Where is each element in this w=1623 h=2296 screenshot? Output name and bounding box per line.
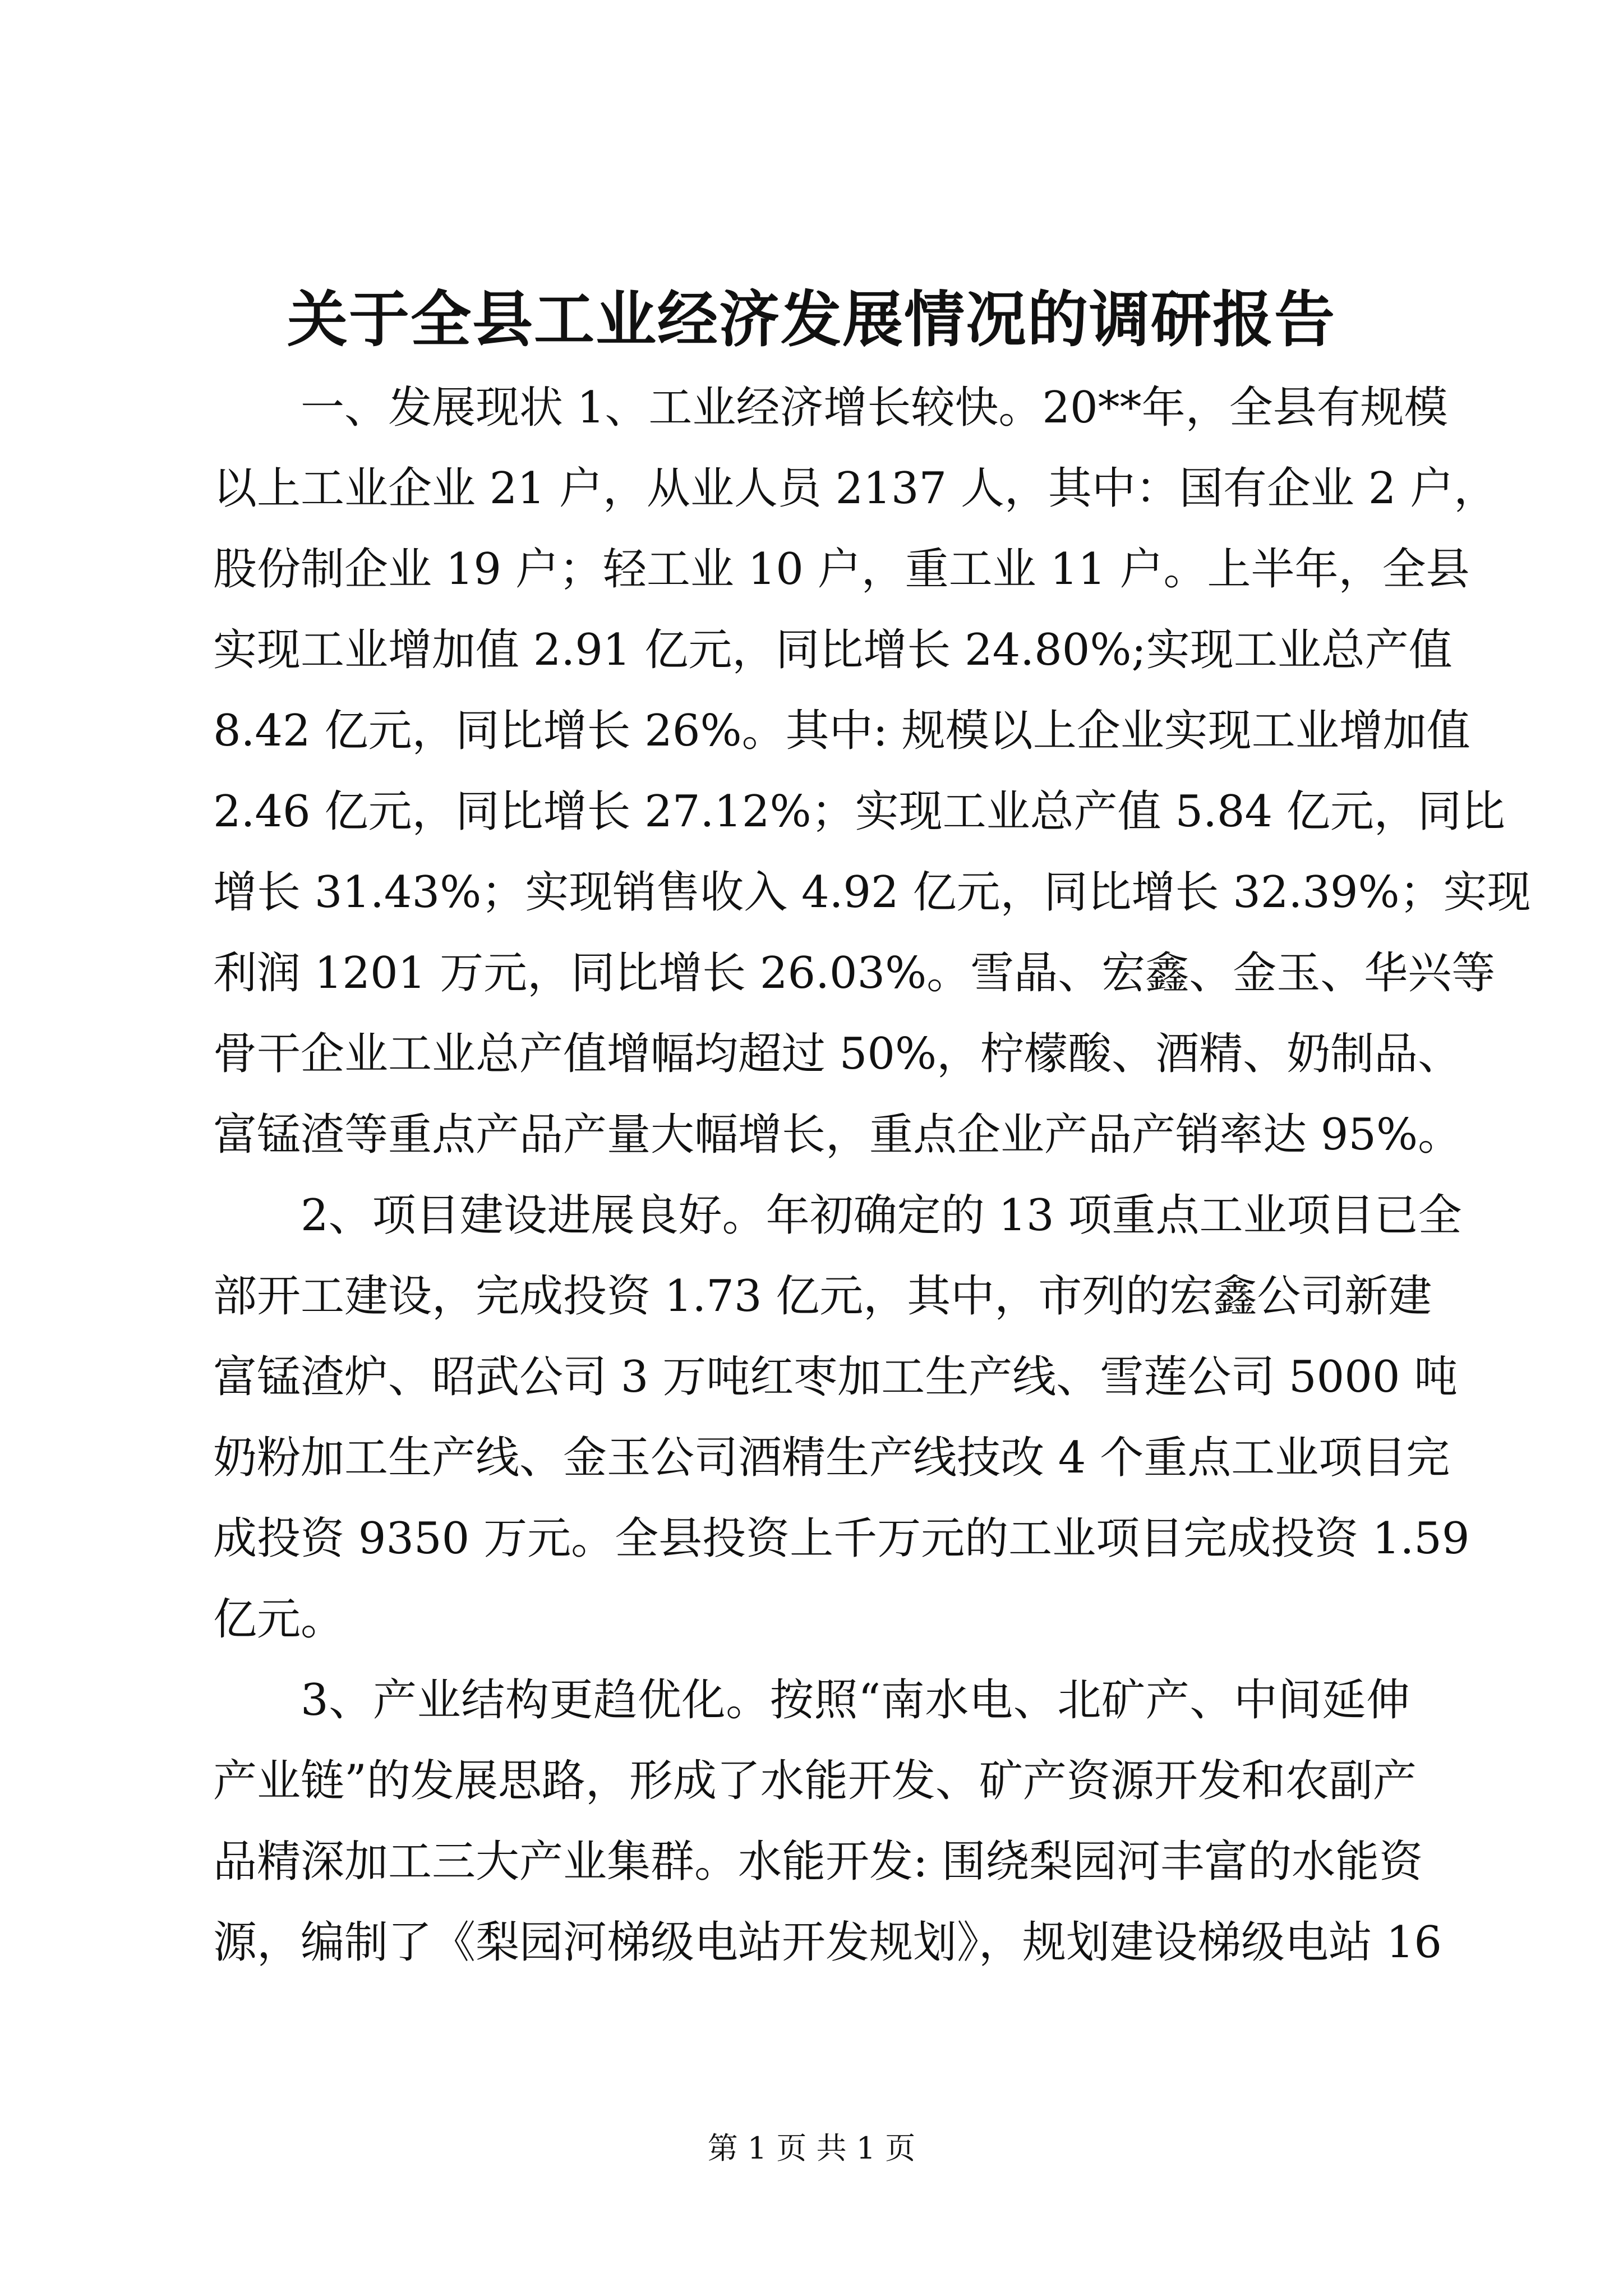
text-line: 源，编制了《梨园河梯级电站开发规划》，规划建设梯级电站 16 [213, 1917, 1442, 1968]
text-line: 产业链”的发展思路，形成了水能开发、矿产资源开发和农副产 [213, 1756, 1417, 1806]
text-line: 品精深加工三大产业集群。水能开发: 围绕梨园河丰富的水能资 [213, 1837, 1423, 1887]
text-line: 实现工业增加值 2.91 亿元，同比增长 24.80%;实现工业总产值 [213, 625, 1453, 675]
text-line: 2、项目建设进展良好。年初确定的 13 项重点工业项目已全 [301, 1190, 1462, 1241]
text-line: 成投资 9350 万元。全县投资上千万元的工业项目完成投资 1.59 [213, 1513, 1470, 1564]
text-line: 以上工业企业 21 户，从业人员 2137 人，其中：国有企业 2 户， [213, 463, 1498, 514]
text-line: 利润 1201 万元，同比增长 26.03%。雪晶、宏鑫、金玉、华兴等 [213, 948, 1496, 999]
text-line: 部开工建设，完成投资 1.73 亿元，其中，市列的宏鑫公司新建 [213, 1271, 1432, 1322]
text-line: 8.42 亿元，同比增长 26%。其中: 规模以上企业实现工业增加值 [213, 706, 1470, 756]
text-line: 股份制企业 19 户；轻工业 10 户，重工业 11 户。上半年，全县 [213, 544, 1470, 595]
text-line: 奶粉加工生产线、金玉公司酒精生产线技改 4 个重点工业项目完 [213, 1433, 1450, 1483]
paragraph-1 [213, 367, 1531, 1175]
document-title: 关于全县工业经济发展情况的调研报告 [287, 284, 1336, 355]
text-line: 增长 31.43%；实现销售收入 4.92 亿元，同比增长 32.39%；实现 [213, 867, 1531, 918]
page-footer: 第 1 页 共 1 页 [707, 2131, 916, 2166]
paragraph-3 [213, 1660, 1442, 1983]
document-body [213, 367, 1531, 1983]
text-line: 富锰渣炉、昭武公司 3 万吨红枣加工生产线、雪莲公司 5000 吨 [213, 1352, 1458, 1402]
text-line: 亿元。 [213, 1594, 345, 1645]
text-line: 一、发展现状 1、工业经济增长较快。20**年，全县有规模 [301, 383, 1448, 433]
paragraph-2 [213, 1175, 1470, 1660]
text-line: 2.46 亿元，同比增长 27.12%；实现工业总产值 5.84 亿元，同比 [213, 786, 1505, 837]
text-line: 富锰渣等重点产品产量大幅增长，重点企业产品产销率达 95%。 [213, 1110, 1462, 1160]
text-line: 3、产业结构更趋优化。按照“南水电、北矿产、中间延伸 [301, 1675, 1410, 1726]
text-line: 骨干企业工业总产值增幅均超过 50%，柠檬酸、酒精、奶制品、 [213, 1029, 1462, 1079]
